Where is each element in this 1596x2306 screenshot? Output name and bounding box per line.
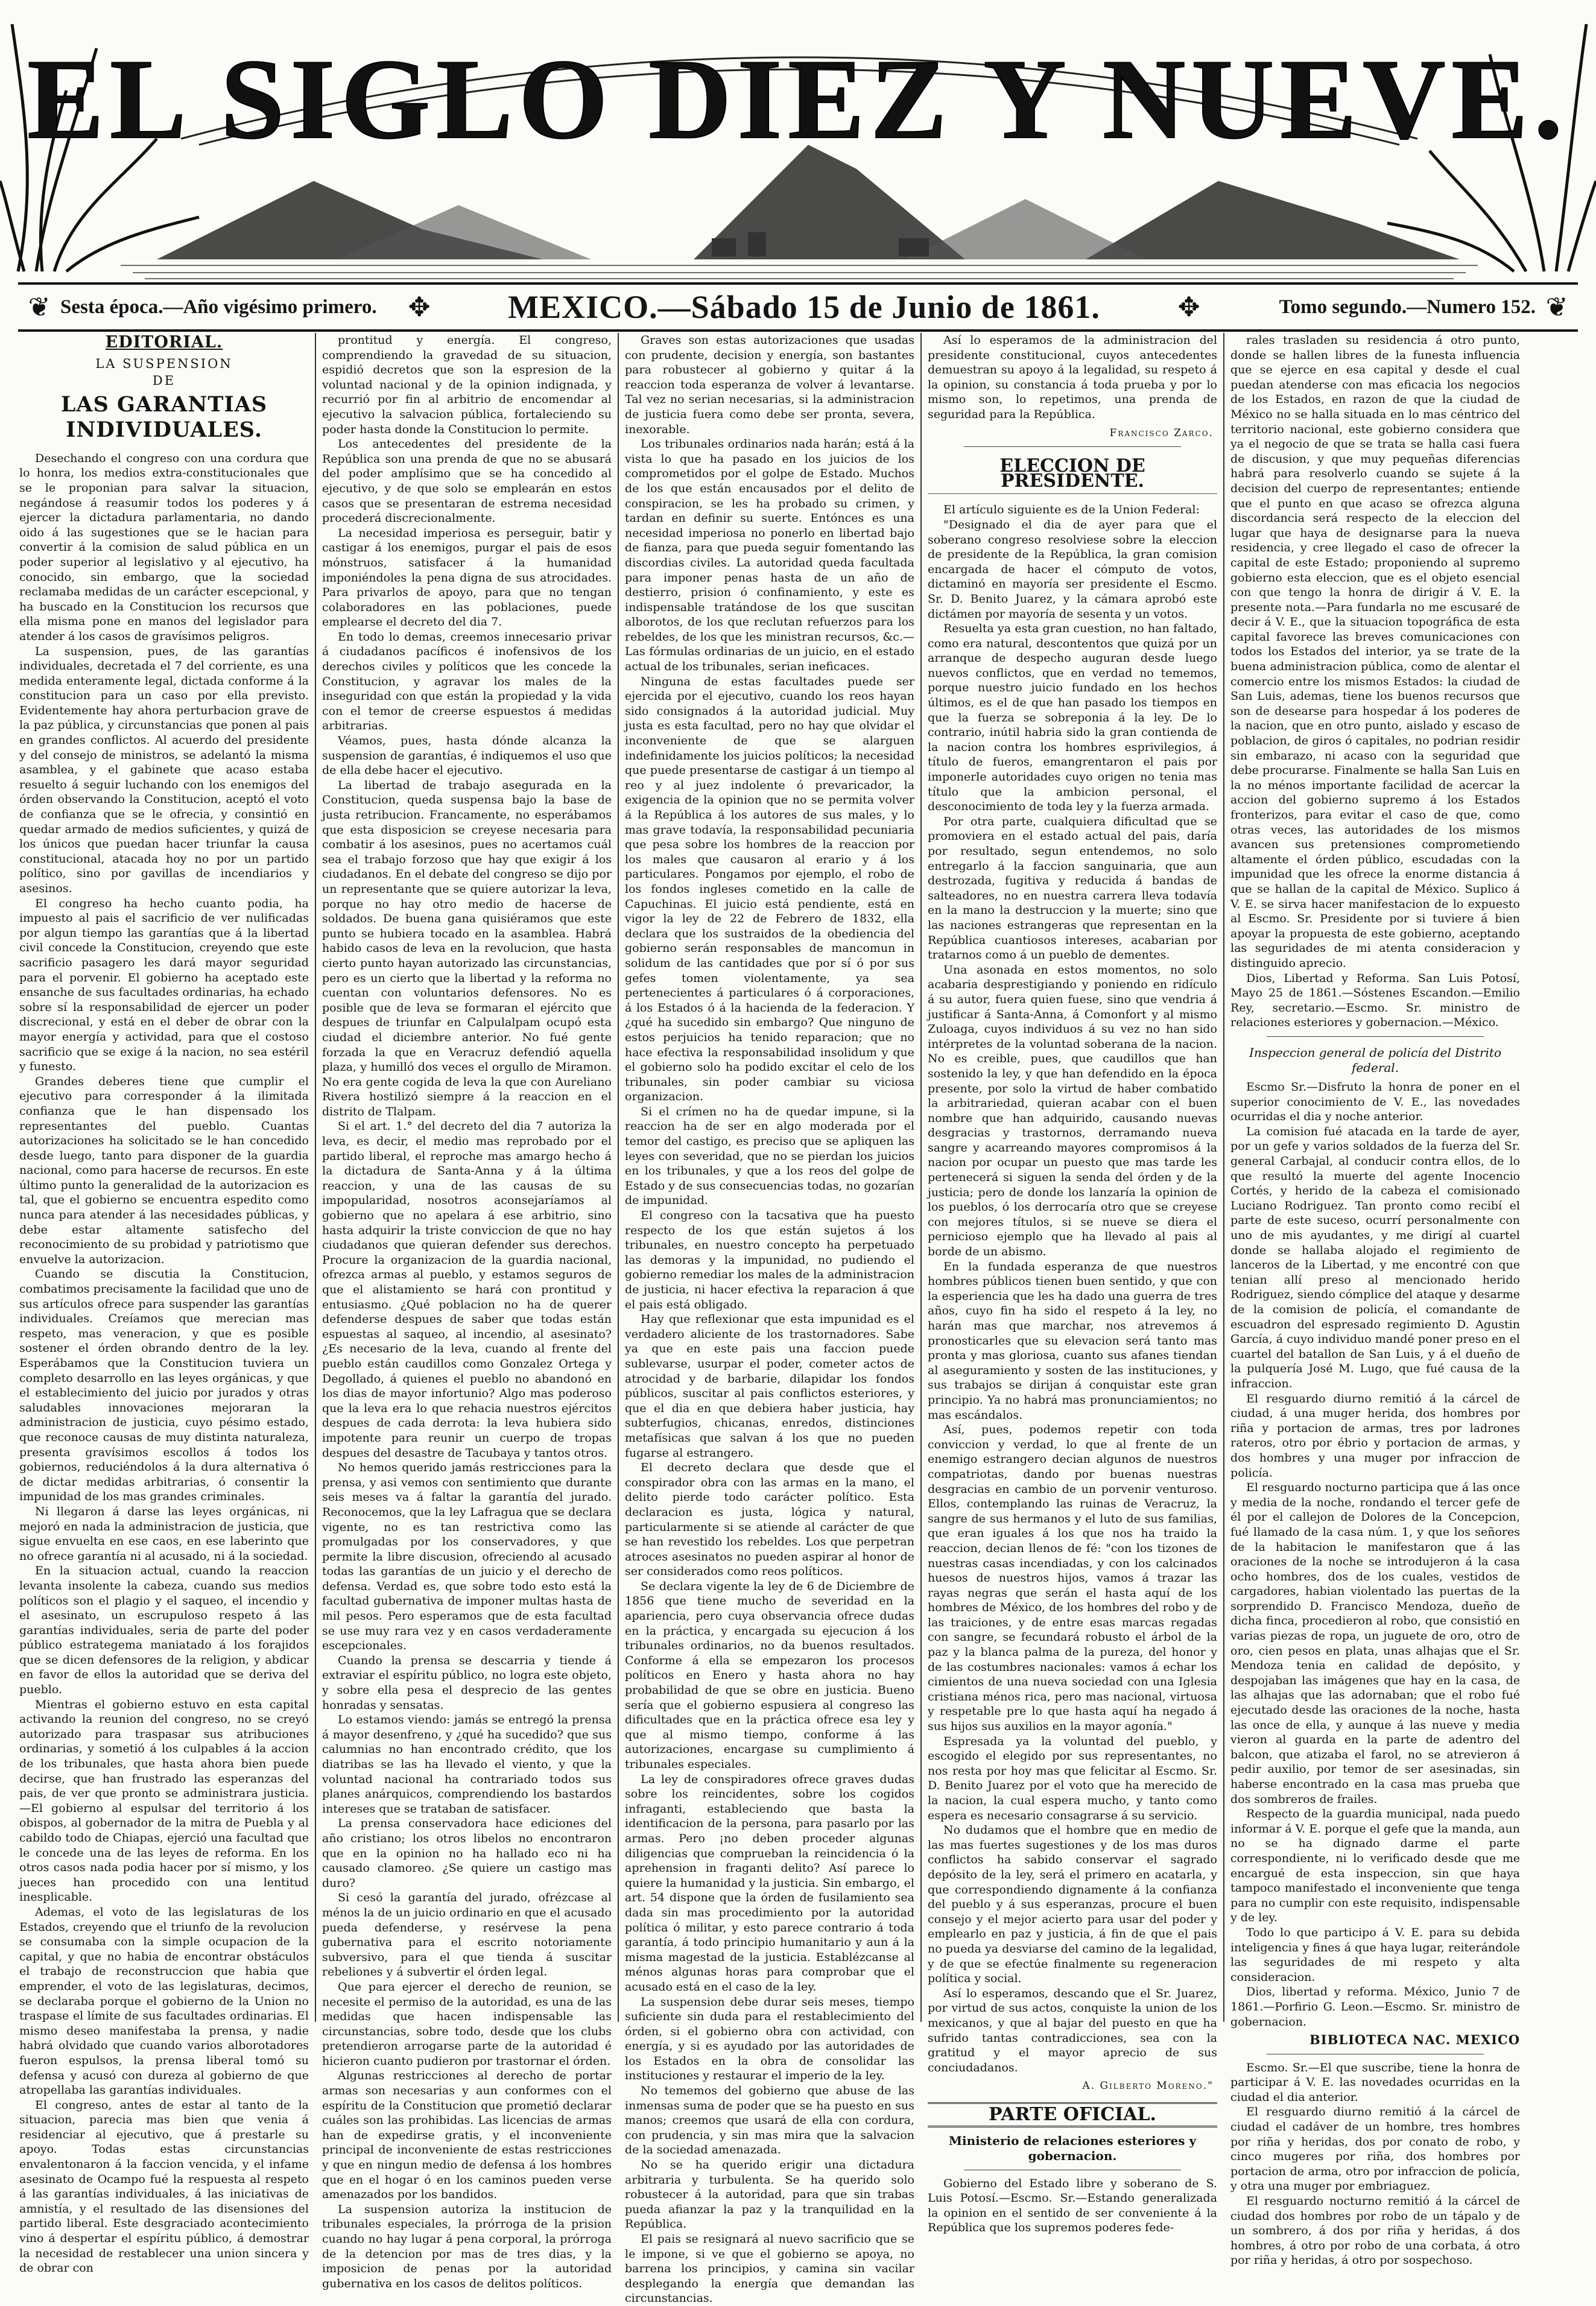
paragraph: No se ha querido erigir una dictadura arbitraria y turbulenta. Se ha querido solo robustecer á la autoridad, para que sin trabas pueda afianzar la paz y la tranquilidad en la República. bbox=[625, 2158, 914, 2231]
paragraph: Desechando el congreso con una cordura que lo honra, los medios extra-constitucionales que se le proponian para salvar la situacion, negándose á reasumir todos los poderes y á ejercer la dictadura parlamentaria, no dando oido á las sugestiones que se le hacian para convertir á la comision de salud pública en un poder superior al legislativo y al ejecutivo, ha conocido, sin embargo, que la sociedad reclamaba medidas de un carácter escepcional, y ha buscado en la Constitucion los recursos que ella misma pone en manos del legislador para atender á los casos de gravísimos peligros. bbox=[19, 451, 309, 643]
paragraph: El decreto declara que desde que el conspirador obra con las armas en la mano, el delito pierde todo carácter político. Esta declaracion es justa, lógica y natural, particularmente si se atiende al carácter de que se han revestido los rebeldes. Los que perpetran atroces asesinatos no pueden aspirar al honor de ser considerados como reos políticos. bbox=[625, 1461, 914, 1579]
paragraph: El resguardo nocturno participa que á las once y media de la noche, rondando el tercer gefe de él por el callejon de Dolores de la Concepcion, fué llamado de la casa núm. 1, y que los señores de la habitacion le manifestaron que á las oraciones de la noche se introdujeron á la casa ocho hombres, dos de los cuales, vestidos de cargadores, habian violentado las puertas de la sorprendido D. Francisco Mendoza, dueño de dicha finca, procedieron al robo, que consistió en varias piezas de ropa, un juguete de oro, otro de oro, cien pesos en plata, unas alhajas que el Sr. Mendoza tenia en calidad de depósito, y despojaban las imágenes que hay en la casa, de las alhajas que las adornaban; que el robo fué ejecutado desde las oraciones de la noche, hasta las once de ella, y aunque á las nueve y media vieron al guarda en la parte de adentro del balcon, que atizaba el farol, no se atrevieron á pedir auxilio, por temor de ser asesinadas, sin haberse encontrado en la casa mas prueba que dos sombreros de frailes. bbox=[1230, 1481, 1520, 1806]
article-kicker: LA SUSPENSION bbox=[95, 356, 233, 371]
paragraph: Mientras el gobierno estuvo en esta capital activando la reunion del congreso, no se creyó autorizado para traspasar sus atribuciones ordinarias, y sometió á los culpables á la accion de los tribunales, que hasta ahora bien puede decirse, que han frustrado las esperanzas del pais, de ver que pronto se administrara justicia. —El gobierno al espulsar del territorio á los obispos, al gobernador de la mitra de Puebla y al cabildo todo de Chiapas, ejerció una facultad que le concede una de las leyes de reforma. En los otros casos nada podia hacer por sí mismo, y los jueces han procedido con una lentitud inesplicable. bbox=[19, 1697, 309, 1904]
paragraph: Ninguna de estas facultades puede ser ejercida por el ejecutivo, cuando los reos hayan sido consignados á la autoridad judicial. Muy justa es esta facultad, pero no hay que olvidar el inconveniente de que se alarguen indefinidamente los juicios políticos; la necesidad que puede presentarse de castigar á un tiempo al reo y al juez indolente ó prevaricador, la exigencia de la opinion que no se permita volver á la República á los autores de sus males, y lo mas grave todavía, la responsabilidad pecuniaria que pesa sobre los hombres de la reaccion por los males que causaron al erario y á los particulares. Pongamos por ejemplo, el robo de los fondos ingleses cometido en la calle de Capuchinas. El juicio está pendiente, está en vigor la ley de 22 de Febrero de 1832, ella declara que los sustraidos de la obediencia del gobierno serán responsables de mancomun in solidum de las cantidades que por sí ó por sus gefes tomen violentamente, ya sea pertenecientes á particulares ó á corporaciones, á los Estados ó á la hacienda de la federacion. Y ¿qué ha sucedido sin embargo? Que ninguno de estos perjuicios ha tenido reparacion; que no hace efectiva la responsabilidad insolidum y que el gobierno solo ha podido excitar el celo de los tribunales, sin poder cambiar su viciosa organizacion. bbox=[625, 674, 914, 1104]
author-signature: A. Gilberto Moreno." bbox=[1082, 2080, 1214, 2092]
paragraph: Escmo. Sr.—El que suscribe, tiene la honra de participar á V. E. las novedades ocurridas en la ciudad el dia anterior. bbox=[1230, 2061, 1520, 2104]
paragraph: Que para ejercer el derecho de reunion, se necesite el permiso de la autoridad, es una de las medidas que hacen indispensable las circunstancias, sobre todo, desde que los clubs pretendieron arrogarse parte de la autoridad é hicieron cuanto pudieron por trastornar el órden. bbox=[322, 1980, 612, 2068]
paragraph: La necesidad imperiosa es perseguir, batir y castigar á los enemigos, purgar el pais de esos mónstruos, satisfacer á la humanidad imponiéndoles la pena digna de sus atrocidades. Para privarlos de apoyo, para que no tengan colaboradores en las poblaciones, puede emplearse el decreto del dia 7. bbox=[322, 526, 612, 629]
paragraph: Así lo esperamos de la administracion del presidente constitucional, cuyos antecedentes demuestran su apoyo á la legalidad, su respeto á la opinion, su constancia á toda prueba y por lo mismo son, lo repetimos, una prenda de seguridad para la República. bbox=[928, 334, 1217, 421]
column-5 bbox=[1224, 333, 1526, 2267]
column-4 bbox=[922, 333, 1224, 2235]
paragraph: La comision fué atacada en la tarde de ayer, por un gefe y varios soldados de la fuerza del Sr. general Carbajal, al conducir contra ellos, de lo que resultó la muerte del agente Inocencio Cortés, y herido de la cabeza el comisionado Luciano Rodriguez. Tan pronto como recibí el parte de este suceso, ocurrí personalmente con uno de mis ayudantes, y me dirigí al cuartel donde se hallaba alojado el regimiento de lanceros de la Libertad, y me encontré con que tenian allí preso al mencionado herido Rodriguez, siendo cómplice del ataque y desarme de la comision de policía, el comandante de escuadron del espresado regimiento D. Agustin García, á cuyo individuo mandé poner preso en el cuartel del batallon de San Luis, y á el dueño de la pulquería José M. Lugo, que fué causa de la infraccion. bbox=[1230, 1124, 1520, 1390]
article-columns bbox=[13, 333, 1583, 2305]
paragraph: El resguardo diurno remitió á la cárcel de ciudad el cadáver de un hombre, tres hombres por riña y heridas, dos por conato de robo, y cinco mugeres por riña, dos hombres por portacion de arma, otro por infraccion de policía, y otra una muger por embriaguez. bbox=[1230, 2105, 1520, 2193]
paragraph: rales trasladen su residencia á otro punto, donde se hallen libres de la funesta influencia que se ejerce en esa capital y desde el cual puedan atenderse con mas eficacia los negocios de los Estados, en razon de que la ciudad de México no se halla situada en lo mas céntrico del territorio nacional, este gobierno considera que ya el negocio de que se trata se halla casi fuera de discusion, y que muy pequeñas diferencias habrá para resolverlo cuando se sujete á la decision del cuerpo de representantes; entiende que el punto en que acaso se ofrezca alguna discordancia será respecto de la eleccion del lugar que haya de designarse para la nueva residencia, y cree llegado el caso de ofrecer la capital de este Estado; proponiendo al supremo gobierno esta eleccion, que es el objeto esencial con que tengo la honra de dirigir á V. E. la presente nota.—Para fundarla no me escusaré de decir á V. E., que la situacion topográfica de esta capital favorece las breves comunicaciones con todos los Estados del interior, ya se trate de la buena administracion pública, como de alentar el comercio entre los mismos Estados: la ciudad de San Luis, ademas, tiene los buenos recursos que son de desearse para hospedar á los poderes de la nacion, que en otro punto, aislado y escaso de poblacion, de giros ó capitales, no podrian residir sin embarazo, ni acaso con la seguridad que debe procurarse. Finalmente se halla San Luis en la no ménos importante facilidad de acercar la accion del gobierno supremo á los Estados fronterizos, para evitar el caso de que, como otras veces, las autoridades de los mismos avancen sus pretensiones comprometiendo altamente el órden público, escudadas con la impunidad que les ofrece la enorme distancia á que se hallan de la capital de México. Suplico á V. E. se sirva hacer manifestacion de lo expuesto al Escmo. Sr. Presidente por si tuviere á bien apoyar la propuesta de este gobierno, aceptando las seguridades de mi atenta consideracion y distinguido aprecio. bbox=[1230, 334, 1520, 970]
divider bbox=[1267, 1036, 1484, 1037]
official-section-heading: PARTE OFICIAL. bbox=[928, 2102, 1217, 2128]
paragraph: Lo estamos viendo: jamás se entregó la prensa á mayor desenfreno, y ¿qué ha sucedido? que sus calumnias no han encontrado crédito, que los diatribas se las ha llevado el viento, y que la voluntad nacional ha contrariado todos sus planes anárquicos, comprendiendo los bastardos intereses que se trataban de satisfacer. bbox=[322, 1713, 612, 1816]
paragraph: El resguardo diurno remitió á la cárcel de ciudad, á una muger herida, dos hombres por riña y portacion de armas, tres por ladrones rateros, otro por ébrio y portacion de armas, y dos hombres y una muger por infraccion de policía. bbox=[1230, 1392, 1520, 1480]
paragraph: Gobierno del Estado libre y soberano de S. Luis Potosí.—Escmo. Sr.—Estando generalizada la opinion en el sentido de ser conveniente á la República que los supremos poderes fede- bbox=[928, 2176, 1217, 2235]
paragraph: Si el art. 1.° del decreto del dia 7 autoriza la leva, es decir, el medio mas reprobado por el partido liberal, el reproche mas amargo hecho á la dictadura de Santa-Anna y á la última reaccion, y una de las causas de su impopularidad, nosotros aconsejaríamos al gobierno que no apelara á ese arbitrio, sino hasta adquirir la triste conviccion de que no hay ciudadanos que quieran defender sus derechos. Procure la organizacion de la guardia nacional, ofrezca armas al pueblo, y estamos seguros de que el alistamiento se hará con prontitud y entusiasmo. ¿Qué poblacion no ha de querer defenderse despues de saber que todas están espuestas al saqueo, al incendio, al asesinato? ¿Es necesario de la leva, cuando al frente del pueblo están caudillos como Gonzalez Ortega y Degollado, á quienes el pueblo no abandonó en los dias de mayor infortunio? Algo mas poderoso que la leva era lo que rehacia nuestros ejércitos despues de cada derrota: la leva hubiera sido impotente para reunir un cuerpo de tropas despues del desastre de Tacubaya y tantos otros. bbox=[322, 1120, 612, 1460]
paragraph: No hemos querido jamás restricciones para la prensa, y asi vemos con sentimiento que durante seis meses va á faltar la garantía del jurado. Reconocemos, que la ley Lafragua que se declara vigente, no es tan restrictiva como las promulgadas por los conservadores, y que permite la libre discusion, ofreciendo al acusado todas las garantías de un juicio y el derecho de defensa. Verdad es, que sobre todo esto está la facultad gubernativa de imponer multas hasta de mil pesos. Pero esperamos que de esta facultad se use muy rara vez y en casos verdaderamente escepcionales. bbox=[322, 1461, 612, 1653]
article-headline: LAS GARANTIAS INDIVIDUALES. bbox=[60, 391, 268, 442]
section-heading: EDITORIAL. bbox=[105, 333, 223, 352]
paragraph: El resguardo nocturno remitió á la cárcel de ciudad dos hombres por robo de un tápalo y de un sombrero, á dos por riña y heridas, á dos hombres, á otro por robo de una corbata, á otro por riña y heridas, á otro por sospechoso. bbox=[1230, 2194, 1520, 2267]
paragraph: No dudamos que el hombre que en medio de las mas fuertes sugestiones y de los mas duros conflictos ha sabido conservar el sagrado depósito de la ley, será el primero en acatarla, y que correspondiendo dignamente á la confianza del pueblo y á sus esperanzas, procure el buen consejo y el mejor acierto para usar del poder y emplearlo en paz y justicia, á fin de que el pais no pueda ya desviarse del camino de la legalidad, y de que se efectúe finalmente su regeneracion política y social. bbox=[928, 1823, 1217, 1986]
paragraph: La suspension autoriza la institucion de tribunales especiales, la prórroga de la prision cuando no hay lugar á pena corporal, la prórroga de la detencion por mas de tres dias, y la imposicion de penas por la autoridad gubernativa en los casos de delitos políticos. bbox=[322, 2202, 612, 2290]
paragraph: Hay que reflexionar que esta impunidad es el verdadero aliciente de los trastornadores. Sabe ya que en este pais una faccion puede sublevarse, usurpar el poder, cometer actos de atrocidad y de barbarie, dilapidar los fondos públicos, suscitar al pais conflictos esteriores, y que el dia en que debiera haber justicia, hay subterfugios, chicanas, enredos, distinciones metafísicas que salvan á los que no pueden fugarse al estrangero. bbox=[625, 1313, 914, 1460]
paragraph: Una asonada en estos momentos, no solo acabaria desprestigiando y poniendo en ridículo á su autor, fuera quien fuese, sino que vendria á justificar á Santa-Anna, á Comonfort y al mismo Zuloaga, cuyos individuos á su vez no han sido intérpretes de la voluntad soberana de la nacion. No es creible, pues, que caudillos que han sostenido la ley, y que han defendido en la época presente, por solo la virtud de haber combatido la arbitrariedad, quieran acabar con el buen nombre que han adquirido, causando nuevas desgracias y trastornos, derramando nueva sangre y acarreando mayores compromisos á la nacion por ocupar un puesto que mas tarde les pertenecerá si siguen la senda del órden y de la justicia; pero de donde los lanzaría la opinion de los pueblos, ó los derrocaría otro que se creyese con mejores títulos, si se nueve se diera el pernicioso ejemplo que ha llevado al pais al borde de un abismo. bbox=[928, 963, 1217, 1259]
issue-date: MEXICO.—Sábado 15 de Junio de 1861. bbox=[508, 289, 1100, 325]
masthead bbox=[0, 0, 1596, 283]
paragraph: Resuelta ya esta gran cuestion, no han faltado, como era natural, descontentos que quizá por un arranque de despecho auguran desde luego nuevos conflictos, que en verdad no tememos, porque nuestro juicio fundado en los hechos últimos, es el de que han pasado los tiempos en que la fuerza se sobreponia á la ley. De lo contrario, inútil habria sido la gran contienda de la nacion contra los hombres esprivilegios, á título de fueros, emangrentaron el pais por imponerle autoridades cuyo origen no tenia mas título que la ambicion personal, el desconocimiento de toda ley y la fuerza armada. bbox=[928, 622, 1217, 814]
paragraph: Ni llegaron á darse las leyes orgánicas, ni mejoró en nada la administracion de justicia, que sigue envuelta en ese caos, en ese laberinto que no ofrece garantía ni al acusado, ni á la sociedad. bbox=[19, 1504, 309, 1563]
newspaper-title: EL SIGLO DIEZ Y NUEVE. bbox=[27, 36, 1569, 163]
paragraph: Los antecedentes del presidente de la República son una prenda de que no se abusará del poder amplísimo que se ha concedido al ejecutivo, y de que solo se emplearán en estos casos que se presentaran de estrema necesidad procederá discrecionalmente. bbox=[322, 437, 612, 525]
ornament-icon: ✥ bbox=[408, 291, 431, 323]
paragraph: La ley de conspiradores ofrece graves dudas sobre los reincidentes, sobre los cogidos infraganti, estableciendo que basta la identificacion de la persona, para pasarlo por las armas. Pero ¡no deben proceder algunas diligencias que comprueban la reincidencia ó la aprehension in fraganti delito? Así parece lo quiere la humanidad y la justicia. Sin embargo, el art. 54 dispone que la órden de fusilamiento sea dada sin mas procedimiento por la autoridad política ó militar, y esto parece contrario á toda garantía, á todo principio humanitario y aun á la misma magestad de la justicia. Establézcanse al ménos algunas horas para comprobar que el acusado está en el caso de la ley. bbox=[625, 1772, 914, 1994]
ministry-heading: Ministerio de relaciones esteriores y gobernacion. bbox=[948, 2133, 1197, 2164]
paragraph: Por otra parte, cualquiera dificultad que se promoviera en el estado actual del pais, daría por resultado, segun entendemos, no solo entregarlo á la faccion sanguinaria, que aun destrozada, fugitiva y reducida á bandas de salteadores, no en nuestra carrera lleva todavía en la mano la destruccion y la muerte; sino que las naciones estrangeras que representan en la República cuantiosos intereses, acabarian por tratarnos como á un pueblo de dementes. bbox=[928, 814, 1217, 962]
paragraph: Los tribunales ordinarios nada harán; está á la vista lo que ha pasado en los juicios de los comprometidos por el golpe de Estado. Muchos de los que están encausados por el delito de conspiracion, se les ha probado su crimen, y tardan en definir su suerte. Entónces es una necesidad imperiosa no ponerlo en libertad bajo de fianza, para que pueda seguir fomentando las discordias civiles. La autoridad queda facultada para imponer penas hasta de un año de destierro, prision ó confinamiento, y este es indispensable tratándose de los que suscitan alborotos, de los que reclutan refuerzos para los rebeldes, de los que les ministran recursos, &c.—Las fórmulas ordinarias de un juicio, en el estado actual de los tribunales, serian ineficaces. bbox=[625, 437, 914, 674]
divider bbox=[964, 446, 1181, 447]
article-heading: ELECCION DE PRESIDENTE. bbox=[928, 459, 1217, 494]
paragraph: La libertad de trabajo asegurada en la Constitucion, queda suspensa bajo la base de justa retribucion. Francamente, no esperábamos que esta disposicion se creyese necesaria para combatir á los asesinos, pues no acertamos cuál sea el trabajo forzoso que hay que exigir á los ciudadanos. En el debate del congreso se dijo por un representante que se quiere autorizar la leva, porque no hay otro medio de hacerse de soldados. De buena gana quisiéramos que este punto se hubiera tocado en la asamblea. Habrá habido casos de leva en la revolucion, que hasta cierto punto hayan autorizado las circunstancias, pero es un cierto que la libertad y la reforma no cuentan con voluntarios defensores. No es posible que de leva se formaran el ejército que despues de triunfar en Calpulalpam ocupó esta ciudad el diciembre anterior. No fué gente forzada la que en Veracruz defendió aquella plaza, y humilló dos veces el orgullo de Miramon. No era gente cogida de leva la que con Aureliano Rivera hostilizó siempre á la reaccion en el distrito de Tlalpam. bbox=[322, 778, 612, 1118]
column-3 bbox=[619, 333, 922, 2305]
paragraph: El artículo siguiente es de la Union Federal: bbox=[943, 503, 1200, 517]
volume-number: Tomo segundo.—Numero 152. bbox=[1279, 296, 1536, 318]
paragraph: La suspension, pues, de las garantías individuales, decretada el 7 del corriente, es una medida enteramente legal, dictada conforme á la constitucion para un caso por ella previsto. Evidentemente hay ahora perturbacion grave de la paz pública, y circunstancias que ponen al pais en grandes conflictos. Al acuerdo del presidente y del consejo de ministros, se adelantó la misma asamblea, y el gabinete que acaso estaba resuelto á seguir luchando con los enemigos del órden observando la Constitucion, aceptó el voto de confianza que se le ofrecia, y consintió en quedar armado de medios suficientes, y quizá de los únicos que puedan hacer triunfar la causa constitucional, atacada hoy no por un partido político, sino por gavillas de incendiarios y asesinos. bbox=[19, 644, 309, 895]
paragraph: La suspension debe durar seis meses, tiempo suficiente sin duda para el restablecimiento del órden, si el gobierno obra con actividad, con energía, y si es ayudado por las autoridades de los Estados en la obra de consolidar las instituciones y restaurar el imperio de la ley. bbox=[625, 1995, 914, 2083]
paragraph: Así, pues, podemos repetir con toda conviccion y verdad, lo que al frente de un enemigo estrangero decian algunos de nuestros compatriotas, dando por buenas nuestras desgracias en cambio de un porvenir venturoso. Ellos, contemplando las ruinas de Veracruz, la sangre de sus hermanos y el luto de sus familias, que eran iguales á los que nos ha traido la reaccion, decian llenos de fé: "con los tizones de nuestras casas incendiadas, y con los calcinados huesos de nuestros hijos, vamos á trazar las rayas negras que serán el hasta aquí de los hombres de México, de los hombres del robo y de las traiciones, y de entre esas marcas regadas con sangre, se fecundará robusto el árbol de la paz y la blanca palma de la pureza, del honor y de las costumbres nacionales: vamos á echar los cimientos de una nueva sociedad con una Iglesia cristiana ménos rica, pero mas nacional, virtuosa y respetable pre lo que hasta aquí ha negado á sus hijos sus auxilios en la mayor agonía." bbox=[928, 1423, 1217, 1734]
paragraph: Ademas, el voto de las legislaturas de los Estados, creyendo que el triunfo de la revolucion se consumaba con la simple ocupacion de la capital, y que no habia de encontrar obstáculos el trabajo de reconstruccion que habia que emprender, el voto de las legislaturas, decimos, se declaraba porque el gobierno de la Union no traspase el límite de sus facultades ordinarias. El mismo deseo manifestaba la prensa, y nadie habrá olvidado que cuando varios alborotadores fueron espulsos, la prensa liberal tomó su defensa y acusó con dureza al gobierno de que atropellaba las garantías individuales. bbox=[19, 1905, 309, 2097]
paragraph: El pais se resignará al nuevo sacrificio que se le impone, si ve que el gobierno se apoya, no barrena los principios, y camina sin vacilar desplegando la energía que demandan las circunstancias. bbox=[625, 2232, 914, 2305]
paragraph: Cuando se discutia la Constitucion, combatimos precisamente la facilidad que uno de sus artículos ofrece para suspender las garantías individuales. Creíamos que merecian mas respeto, mas veneracion, y que es posible sostener el órden obrando dentro de la ley. Esperábamos que la Constitucion tuviera un completo desarrollo en las leyes orgánicas, y que el establecimiento del juicio por jurados y otras saludables innovaciones mejoraran la administracion de justicia, cuyo pésimo estado, que reconoce causas de muy distinta naturaleza, presenta gravísimos escollos á todos los gobiernos, reduciéndolos á la dura alternativa ó de dictar medidas arbitrarias, ó consentir la impunidad de los mas grandes criminales. bbox=[19, 1267, 309, 1504]
dateline bbox=[18, 282, 1578, 332]
paragraph: En la fundada esperanza de que nuestros hombres públicos tienen buen sentido, y que con la esperiencia que les ha dado una guerra de tres años, cuyo fin ha sido el respeto á la ley, no harán mas que marchar, nos atrevemos á pronosticarles que su elevacion será tanto mas pronta y mas gloriosa, cuanto sus afanes tiendan al aseguramiento y sosten de las instituciones, y sus trabajos se dirijan á conquistar este gran principio. Ya no habrá mas pronunciamientos; no mas escándalos. bbox=[928, 1259, 1217, 1422]
author-signature: Francisco Zarco. bbox=[1109, 426, 1214, 439]
paragraph: Graves son estas autorizaciones que usadas con prudente, decision y energía, son bastantes para robustecer al gobierno y quitar á la reaccion toda esperanza de volver á levantarse. Tal vez no serian necesarias, si la administracion de justicia fuera como debe ser pronta, severa, inexorable. bbox=[625, 334, 914, 436]
paragraph: Dios, libertad y reforma. México, Junio 7 de 1861.—Porfirio G. Leon.—Escmo. Sr. ministro de gobernacion. bbox=[1230, 1985, 1520, 2029]
paragraph: Se declara vigente la ley de 6 de Diciembre de 1856 que tiene mucho de severidad en la apariencia, pero cuya observancia ofrece dudas en la práctica, y encargada su ejecucion á los tribunales ordinarios, no da buenos resultados. Conforme á ella se empezaron los procesos políticos en Enero y hasta ahora no hay probabilidad de que se obre en justicia. Bueno sería que el gobierno espusiera al congreso las dificultades que en la práctica ofrece esa ley y que al mismo tiempo, conforme á las autorizaciones, encargase su cumplimiento á tribunales especiales. bbox=[625, 1579, 914, 1771]
police-report-heading: Inspeccion general de policía del Distrito federal. bbox=[1249, 1045, 1502, 1075]
paragraph: La prensa conservadora hace ediciones del año cristiano; los otros libelos no encontraron que en la opinion no ha hallado eco ni ha causado clamoreo. ¿Se quiere un castigo mas duro? bbox=[322, 1817, 612, 1890]
paragraph: El congreso, antes de estar al tanto de la situacion, parecia mas bien que venia á residenciar al ejecutivo, que á prestarle su apoyo. Todas estas circunstancias envalentonaron á la faccion vencida, y el infame asesinato de Ocampo fué la respuesta al respeto á las garantías individuales, á las iniciativas de amnistía, y el resultado de las disensiones del partido liberal. Este desgraciado acontecimiento vino á despertar el espíritu público, á demostrar la necesidad de restablecer una union sincera y de obrar con bbox=[19, 2098, 309, 2275]
paragraph: El congreso ha hecho cuanto podia, ha impuesto al pais el sacrificio de ver nulificadas por algun tiempo las garantías que á la libertad civil concede la Constitucion, creyendo que este sacrificio pasagero les dará mayor seguridad para el porvenir. El gobierno ha aceptado este ensanche de sus facultades ordinarias, ha echado sobre sí la responsabilidad de ejercer un poder discrecional, y está en el deber de obrar con la mayor energía y actividad, para que el costoso sacrificio que se exige á la nacion, no sea estéril y funesto. bbox=[19, 896, 309, 1074]
paragraph: No tememos del gobierno que abuse de las inmensas suma de poder que se ha puesto en sus manos; creemos que usará de ella con cordura, con prudencia, y sin mas mira que la salvacion de la sociedad amenazada. bbox=[625, 2084, 914, 2157]
paragraph: Así lo esperamos, descando que el Sr. Juarez, por virtud de sus actos, conquiste la union de los mexicanos, y que al bajar del puesto en que ha sufrido tantas contradicciones, sea con la gratitud y el mayor aprecio de sus conciudadanos. bbox=[928, 1986, 1217, 2074]
paragraph: "Designado el dia de ayer para que el soberano congreso resolviese sobre la eleccion de presidente de la República, la gran comision encargada de hacer el cómputo de votos, dictaminó en mayoría ser presidente el Escmo. Sr. D. Benito Juarez, y la cámara aprobó este dictámen por mayoría de sesenta y un votos. bbox=[928, 518, 1217, 621]
paragraph: Respecto de la guardia municipal, nada puedo informar á V. E. porque el gefe que la manda, aun no se ha dignado darme el parte correspondiente, ni lo verificado desde que me encargué de esta inspeccion, sin que haya tampoco manifestado el inconveniente que tenga para no cumplir con este requisito, indispensable y de ley. bbox=[1230, 1807, 1520, 1925]
ornament-icon: ✥ bbox=[1177, 291, 1200, 323]
paragraph: En todo lo demas, creemos innecesario privar á ciudadanos pacíficos é inofensivos de los derechos civiles y políticos que les concede la Constitucion, y agravar los males de la inseguridad con que están la propiedad y la vida con el temor de creerse espuestos á medidas arbitrarias. bbox=[322, 630, 612, 733]
paragraph: Escmo Sr.—Disfruto la honra de poner en el superior conocimiento de V. E., las novedades ocurridas el dia y noche anterior. bbox=[1230, 1080, 1520, 1124]
column-1 bbox=[13, 333, 316, 2275]
paragraph: Cuando la prensa se descarria y tiende á extraviar el espíritu público, no logra este objeto, y sobre ella pesa el desprecio de las gentes honradas y sensatas. bbox=[322, 1653, 612, 1712]
paragraph: Grandes deberes tiene que cumplir el ejecutivo para corresponder á la ilimitada confianza que le han dispensado los representantes del pueblo. Cuantas autorizaciones ha solicitado se le han concedido desde luego, tanto para disponer de la guardia nacional, como para hacerse de recursos. En este último punto la generalidad de la autorizacion es tal, que el gobierno se encuentra espedito como nunca para atender á las necesidades públicas, y debe estar altamente satisfecho del reconocimiento de su probidad y patriotismo que envuelve la autorizacion. bbox=[19, 1074, 309, 1266]
paragraph: Si cesó la garantía del jurado, ofrézcase al ménos la de un juicio ordinario en que el acusado pueda defenderse, y resérvese la pena gubernativa para el escrito notoriamente subversivo, para el que tienda á suscitar rebeliones y á subvertir el órden legal. bbox=[322, 1891, 612, 1979]
paragraph: Todo lo que participo á V. E. para su debida inteligencia y fines á que haya lugar, reiterándole las seguridades de mi respeto y alta consideracion. bbox=[1230, 1925, 1520, 1984]
right-ornament-icon: ❦ bbox=[1545, 291, 1568, 323]
left-ornament-icon: ❦ bbox=[28, 291, 51, 323]
paragraph: Véamos, pues, hasta dónde alcanza la suspension de garantías, é indiquemos el uso que de ella debe hacer el ejecutivo. bbox=[322, 734, 612, 778]
paragraph: prontitud y energía. El congreso, comprendiendo la gravedad de su situacion, espidió decretos que son la espresion de la voluntad nacional y de la opinion indignada, y recurrió por fin al arbitrio de encomendar al ejecutivo la salvacion pública, fortaleciendo su poder hasta donde la Constitucion lo permite. bbox=[322, 334, 612, 436]
edition-info: Sesta época.—Año vigésimo primero. bbox=[60, 296, 377, 318]
paragraph: Si el crímen no ha de quedar impune, si la reaccion ha de ser en algo moderada por el temor del castigo, es preciso que se apliquen las leyes con severidad, que no se pierdan los juicios en los tribunales, y que a los reos del golpe de Estado y de sus consecuencias todas, no gozarían de impunidad. bbox=[625, 1104, 914, 1208]
paragraph: Espresada ya la voluntad del pueblo, y escogido el elegido por sus representantes, no nos resta por hoy mas que felicitar al Escmo. Sr. D. Benito Juarez por el voto que ha merecido de la nacion, la cual espera mucho, y tanto como espera es necesario consagrarse á su servicio. bbox=[928, 1734, 1217, 1822]
paragraph: En la situacion actual, cuando la reaccion levanta insolente la cabeza, cuando sus medios políticos son el plagio y el saqueo, el incendio y el asesinato, un escrupuloso respeto á las garantías individuales, seria de parte del poder público estrategema maniatado á los forajidos que se dicen defensores de la religion, y abdicar en favor de ellos la autoridad que se deriva del pueblo. bbox=[19, 1564, 309, 1697]
paragraph: Algunas restricciones al derecho de portar armas son necesarias y aun conformes con el espíritu de la Constitucion que prometió declarar cuáles son las prohibidas. Las licencias de armas han de expedirse gratis, y el inconveniente principal de inconveniente de estas restricciones y que en ningun medio de defensa á los hombres que en el hogar ó en los caminos pueden verse amenazados por los bandidos. bbox=[322, 2069, 612, 2202]
paragraph: El congreso con la tacsativa que ha puesto respecto de los que están sujetos á los tribunales, en nuestro concepto ha perpetuado las demoras y la impunidad, no pudiendo el gobierno remediar los males de la administracion de justicia, ni hacer efectiva la reparacion á que el pais está obligado. bbox=[625, 1209, 914, 1311]
column-2 bbox=[316, 333, 619, 2290]
article-kicker-de: DE bbox=[152, 373, 176, 388]
library-stamp: BIBLIOTECA NAC. MEXICO bbox=[1309, 2032, 1520, 2048]
paragraph: Dios, Libertad y Reforma. San Luis Potosí, Mayo 25 de 1861.—Sóstenes Escandon.—Emilio Rey, secretario.—Escmo. Sr. ministro de relaciones esteriores y gobernacion.—México. bbox=[1230, 971, 1520, 1030]
